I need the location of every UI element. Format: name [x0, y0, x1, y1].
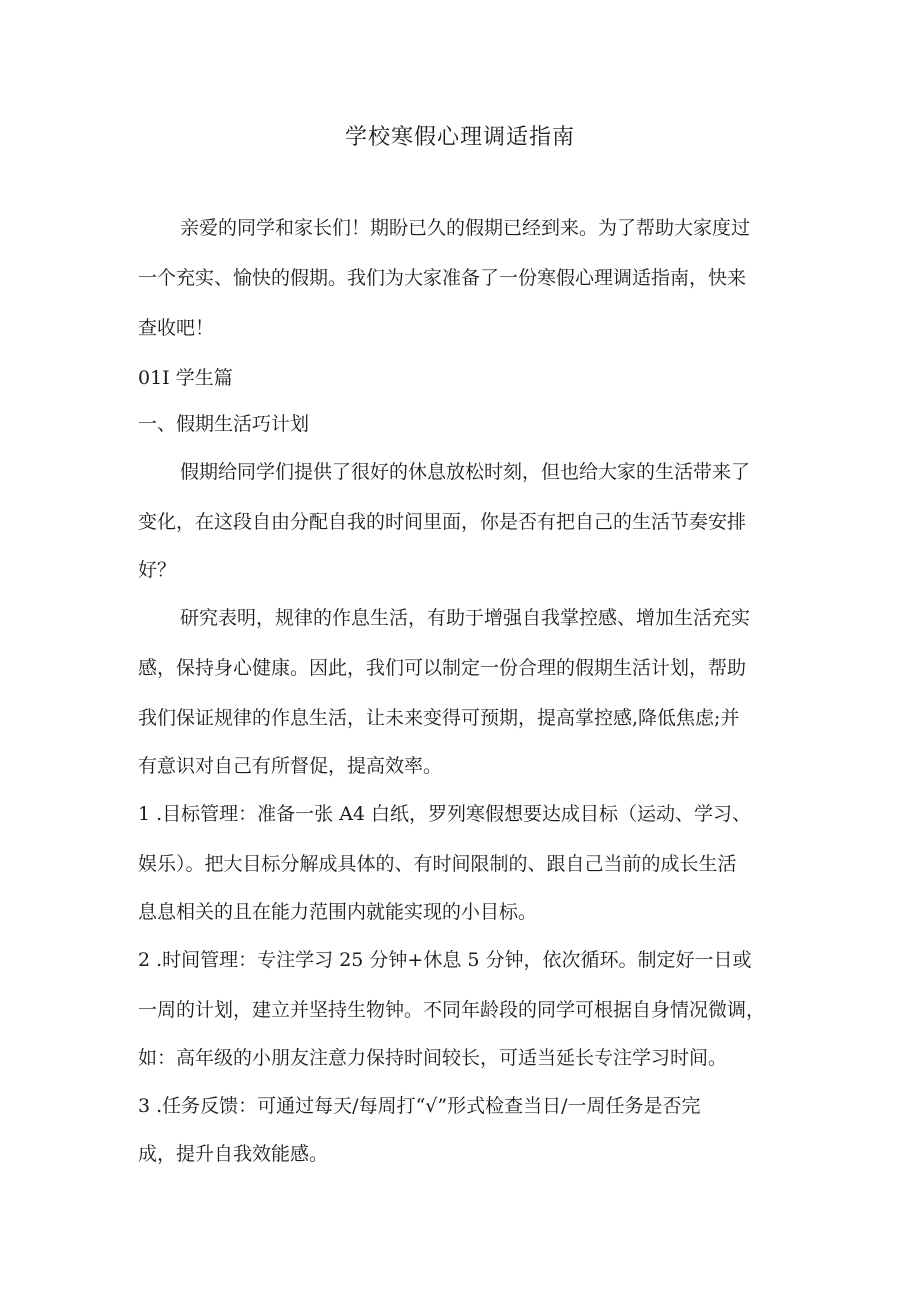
para2-line-4: 有意识对自己有所督促，提高效率。 — [138, 755, 443, 777]
intro-line-3: 查收吧！ — [138, 317, 215, 339]
item1-line-1: 1 .目标管理：准备一张 A4 白纸，罗列寒假想要达成目标（运动、学习、 — [138, 803, 752, 825]
para1-line-2: 变化，在这段自由分配自我的时间里面，你是否有把自己的生活节奏安排 — [138, 511, 747, 533]
para1-line-1: 假期给同学们提供了很好的休息放松时刻，但也给大家的生活带来了 — [180, 461, 751, 483]
para1-line-3: 好？ — [138, 559, 177, 581]
intro-line-1: 亲爱的同学和家长们！期盼已久的假期已经到来。为了帮助大家度过 — [180, 217, 751, 239]
para2-line-1: 研究表明，规律的作息生活，有助于增强自我掌控感、增加生活充实 — [180, 607, 751, 629]
para2-line-3: 我们保证规律的作息生活，让未来变得可预期，提高掌控感,降低焦虑;并 — [138, 707, 740, 729]
document-title: 学校寒假心理调适指南 — [344, 125, 575, 150]
item3-line-2: 成，提升自我效能感。 — [138, 1143, 329, 1165]
item2-line-2: 一周的计划，建立并坚持生物钟。不同年龄段的同学可根据自身情况微调， — [138, 999, 766, 1021]
section-label: 01I 学生篇 — [138, 367, 233, 389]
item2-line-1: 2 .时间管理：专注学习 25 分钟+休息 5 分钟，依次循环。制定好一日或 — [138, 949, 752, 971]
item3-line-1: 3 .任务反馈：可通过每天/每周打“√”形式检查当日/一周任务是否完 — [138, 1095, 701, 1117]
intro-line-2: 一个充实、愉快的假期。我们为大家准备了一份寒假心理调适指南，快来 — [138, 267, 747, 289]
para2-line-2: 感，保持身心健康。因此，我们可以制定一份合理的假期生活计划，帮助 — [138, 657, 747, 679]
item2-line-3: 如：高年级的小朋友注意力保持时间较长，可适当延长专注学习时间。 — [138, 1047, 728, 1069]
item1-line-3: 息息相关的且在能力范围内就能实现的小目标。 — [138, 901, 538, 923]
item1-line-2: 娱乐）。把大目标分解成具体的、有时间限制的、跟自己当前的成长生活 — [138, 853, 737, 875]
subsection-heading: 一、假期生活巧计划 — [138, 413, 310, 435]
